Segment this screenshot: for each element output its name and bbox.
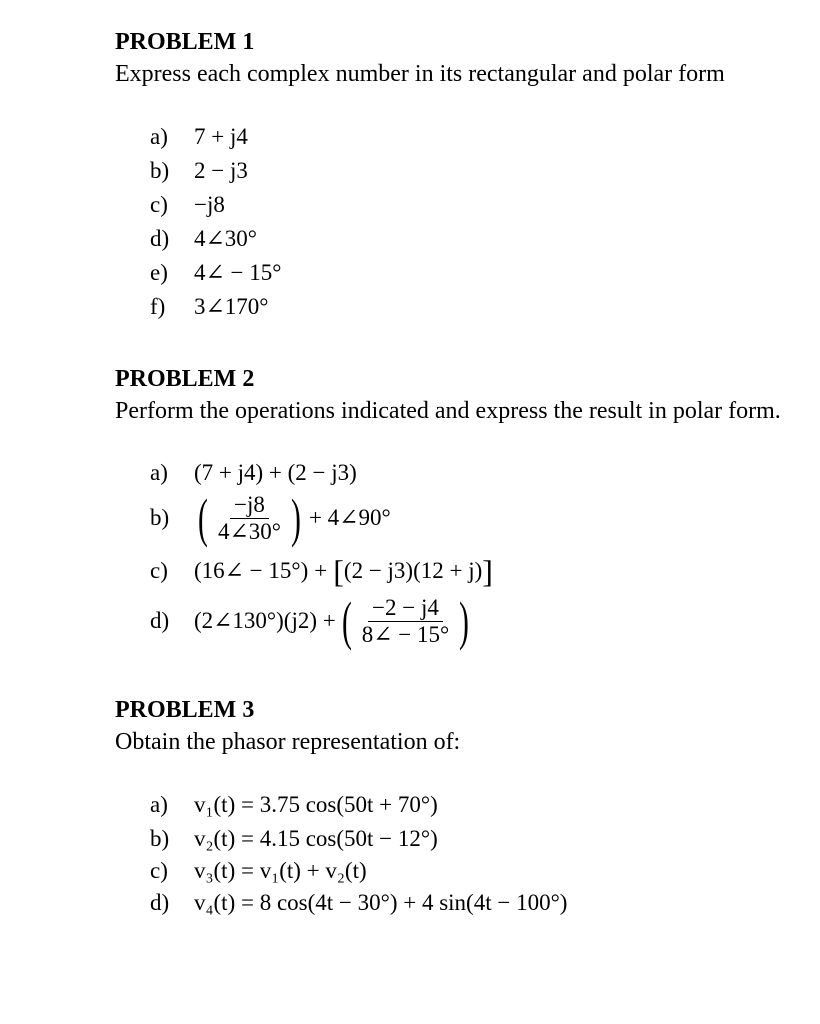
item-label: e) bbox=[150, 260, 168, 285]
item-expression: v₁(t) = 3.75 cos(50t + 70°) bbox=[194, 792, 438, 817]
fraction bbox=[358, 596, 453, 647]
fraction bbox=[214, 493, 285, 544]
item-expression: v₄(t) = 8 cos(4t − 30°) + 4 sin(4t − 100°) bbox=[194, 890, 568, 915]
right-paren: ) bbox=[459, 591, 470, 651]
item-expression: v₃(t) = v₁(t) + v₂(t) bbox=[194, 858, 367, 883]
item-label: c) bbox=[150, 858, 168, 883]
fraction-numerator: −2 − j4 bbox=[368, 596, 443, 622]
item-expression: −j8 bbox=[194, 192, 225, 217]
right-paren: ) bbox=[291, 488, 301, 548]
item-expression: (7 + j4) + (2 − j3) bbox=[194, 460, 357, 485]
problem2-item-b bbox=[150, 488, 391, 548]
item-expression: 2 − j3 bbox=[194, 158, 248, 183]
problem1-item-b bbox=[150, 157, 248, 185]
problem1-instruction: Express each complex number in its rectangular and polar form bbox=[115, 61, 725, 87]
item-expression: 3∠170° bbox=[194, 294, 269, 319]
problem1-item-f bbox=[150, 293, 268, 321]
item-label: d) bbox=[150, 890, 170, 915]
problem3-item-d bbox=[150, 889, 567, 917]
item-expression: 4∠30° bbox=[194, 226, 257, 251]
plus-sign: + bbox=[314, 558, 328, 583]
expression-suffix: + 4∠90° bbox=[308, 505, 391, 530]
item-expression bbox=[194, 591, 473, 651]
problem2-heading: PROBLEM 2 bbox=[115, 366, 255, 392]
expression-part-two: (2 − j3)(12 + j) bbox=[343, 558, 483, 583]
problem1-item-a bbox=[150, 123, 248, 151]
item-label: b) bbox=[150, 158, 170, 183]
left-paren: ( bbox=[341, 591, 352, 651]
item-label: a) bbox=[150, 124, 168, 149]
left-bracket: [ bbox=[333, 553, 344, 589]
problem2-item-c bbox=[150, 553, 493, 589]
problem1-item-e bbox=[150, 259, 281, 287]
item-label: f) bbox=[150, 294, 166, 319]
problem2-instruction: Perform the operations indicated and express the result in polar form. bbox=[115, 398, 781, 424]
item-label: c) bbox=[150, 558, 168, 583]
fraction-denominator: 8∠ − 15° bbox=[361, 621, 450, 647]
problem1-item-d bbox=[150, 225, 257, 253]
problem3-item-c bbox=[150, 857, 367, 885]
item-expression: 7 + j4 bbox=[194, 124, 248, 149]
item-expression: v₂(t) = 4.15 cos(50t − 12°) bbox=[194, 826, 438, 851]
fraction-denominator: 4∠30° bbox=[217, 518, 281, 544]
problem1-heading: PROBLEM 1 bbox=[115, 29, 255, 55]
item-label: b) bbox=[150, 505, 170, 530]
item-expression bbox=[194, 488, 391, 548]
problem3-heading: PROBLEM 3 bbox=[115, 697, 255, 723]
item-expression bbox=[194, 553, 493, 589]
item-label: d) bbox=[150, 608, 170, 633]
left-paren: ( bbox=[198, 488, 208, 548]
problem3-item-a bbox=[150, 791, 438, 819]
item-label: a) bbox=[150, 792, 168, 817]
expression-part-one: (16∠ − 15°) bbox=[194, 558, 309, 583]
expression-prefix: (2∠130°)(j2) + bbox=[194, 608, 336, 633]
problem2-item-d bbox=[150, 590, 473, 652]
item-label: d) bbox=[150, 226, 170, 251]
fraction-numerator: −j8 bbox=[230, 493, 269, 519]
problem3-instruction: Obtain the phasor representation of: bbox=[115, 729, 461, 755]
item-label: b) bbox=[150, 826, 170, 851]
problem1-item-c bbox=[150, 191, 225, 219]
problem3-item-b bbox=[150, 825, 438, 853]
item-label: c) bbox=[150, 192, 168, 217]
problem2-item-a bbox=[150, 459, 357, 487]
item-expression: 4∠ − 15° bbox=[194, 260, 282, 285]
item-label: a) bbox=[150, 460, 168, 485]
right-bracket: ] bbox=[482, 553, 493, 589]
